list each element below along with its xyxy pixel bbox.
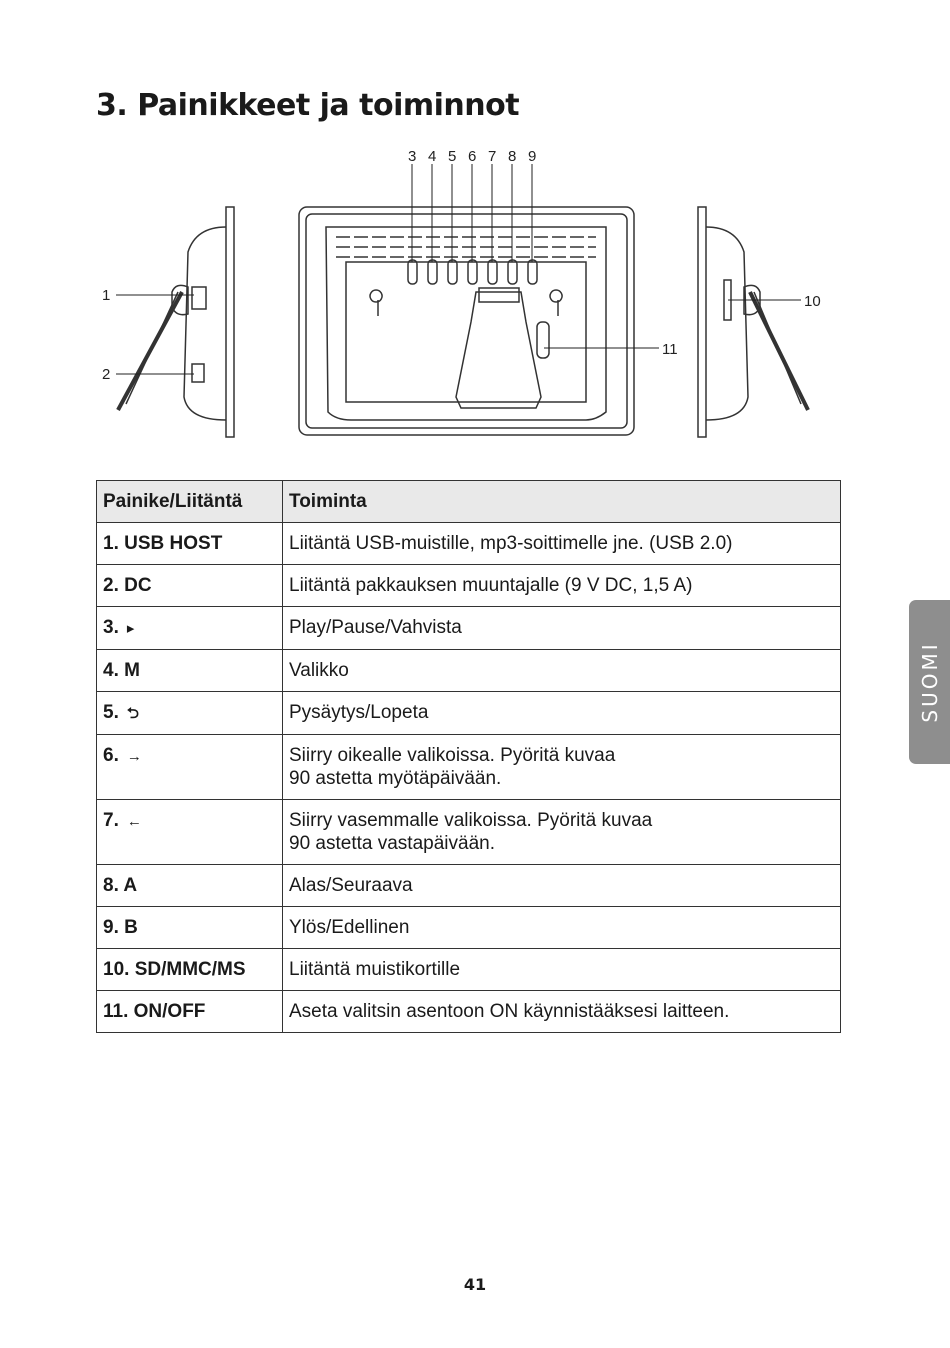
callout-7: 7 — [488, 148, 497, 165]
arrow-right-icon: → — [126, 748, 142, 765]
page-title: 3. Painikkeet ja toiminnot — [96, 88, 520, 123]
row-key: 8. A — [97, 865, 283, 907]
row-value: Play/Pause/Vahvista — [283, 607, 841, 650]
language-side-tab — [909, 600, 950, 764]
table-row — [97, 607, 841, 650]
row-value: Pysäytys/Lopeta — [283, 692, 841, 735]
arrow-left-icon: ← — [126, 813, 142, 830]
row-key: 3. — [103, 617, 119, 638]
table-row — [97, 907, 841, 949]
right-side-view — [698, 207, 808, 437]
header-button-interface: Painike/Liitäntä — [97, 481, 283, 523]
callout-2: 2 — [102, 366, 111, 383]
row-key: 2. DC — [97, 565, 283, 607]
callout-6: 6 — [468, 148, 477, 165]
row-value: Valikko — [283, 650, 841, 692]
row-key-cell — [97, 607, 283, 650]
row-key-cell — [97, 692, 283, 735]
callout-8: 8 — [508, 148, 517, 165]
row-key-cell — [97, 800, 283, 865]
back-view — [299, 207, 634, 435]
page-number: 41 — [463, 1275, 487, 1294]
callout-1: 1 — [102, 287, 111, 304]
callout-9: 9 — [528, 148, 537, 165]
row-value: Siirry oikealle valikoissa. Pyöritä kuvaa 90 astetta myötäpäivään. — [283, 735, 841, 800]
row-key: 7. — [103, 810, 119, 831]
table-row — [97, 865, 841, 907]
row-value: Liitäntä muistikortille — [283, 949, 841, 991]
row-key: 6. — [103, 745, 119, 766]
callout-3: 3 — [408, 148, 417, 165]
header-function: Toiminta — [283, 481, 841, 523]
row-key: 9. B — [97, 907, 283, 949]
row-value: Alas/Seuraava — [283, 865, 841, 907]
callout-4: 4 — [428, 148, 437, 165]
row-value: Liitäntä USB-muistille, mp3-soittimelle jne. (USB 2.0) — [283, 523, 841, 565]
back-view-buttons — [408, 260, 537, 284]
play-icon: ▸ — [126, 620, 135, 637]
table-row — [97, 650, 841, 692]
button-function-table — [96, 480, 841, 1033]
table-row — [97, 565, 841, 607]
callout-10: 10 — [804, 293, 821, 310]
table-row — [97, 991, 841, 1033]
table-row — [97, 735, 841, 800]
table-row — [97, 949, 841, 991]
row-value: Aseta valitsin asentoon ON käynnistääksesi laitteen. — [283, 991, 841, 1033]
row-value: Siirry vasemmalle valikoissa. Pyöritä kuvaa 90 astetta vastapäivään. — [283, 800, 841, 865]
table-header-row — [97, 481, 841, 523]
language-tab-label: SUOMI — [917, 641, 942, 723]
table-row — [97, 523, 841, 565]
table-row — [97, 692, 841, 735]
row-value: Liitäntä pakkauksen muuntajalle (9 V DC, 1,5 A) — [283, 565, 841, 607]
device-diagram — [96, 142, 841, 457]
row-key: 11. ON/OFF — [97, 991, 283, 1033]
callout-5: 5 — [448, 148, 457, 165]
return-icon: ⮌ — [126, 705, 139, 722]
row-value: Ylös/Edellinen — [283, 907, 841, 949]
callout-11: 11 — [662, 341, 678, 358]
row-key: 10. SD/MMC/MS — [97, 949, 283, 991]
left-side-view — [118, 207, 234, 437]
row-key: 4. M — [97, 650, 283, 692]
row-key: 1. USB HOST — [97, 523, 283, 565]
row-key: 5. — [103, 702, 119, 723]
table-row — [97, 800, 841, 865]
row-key-cell — [97, 735, 283, 800]
